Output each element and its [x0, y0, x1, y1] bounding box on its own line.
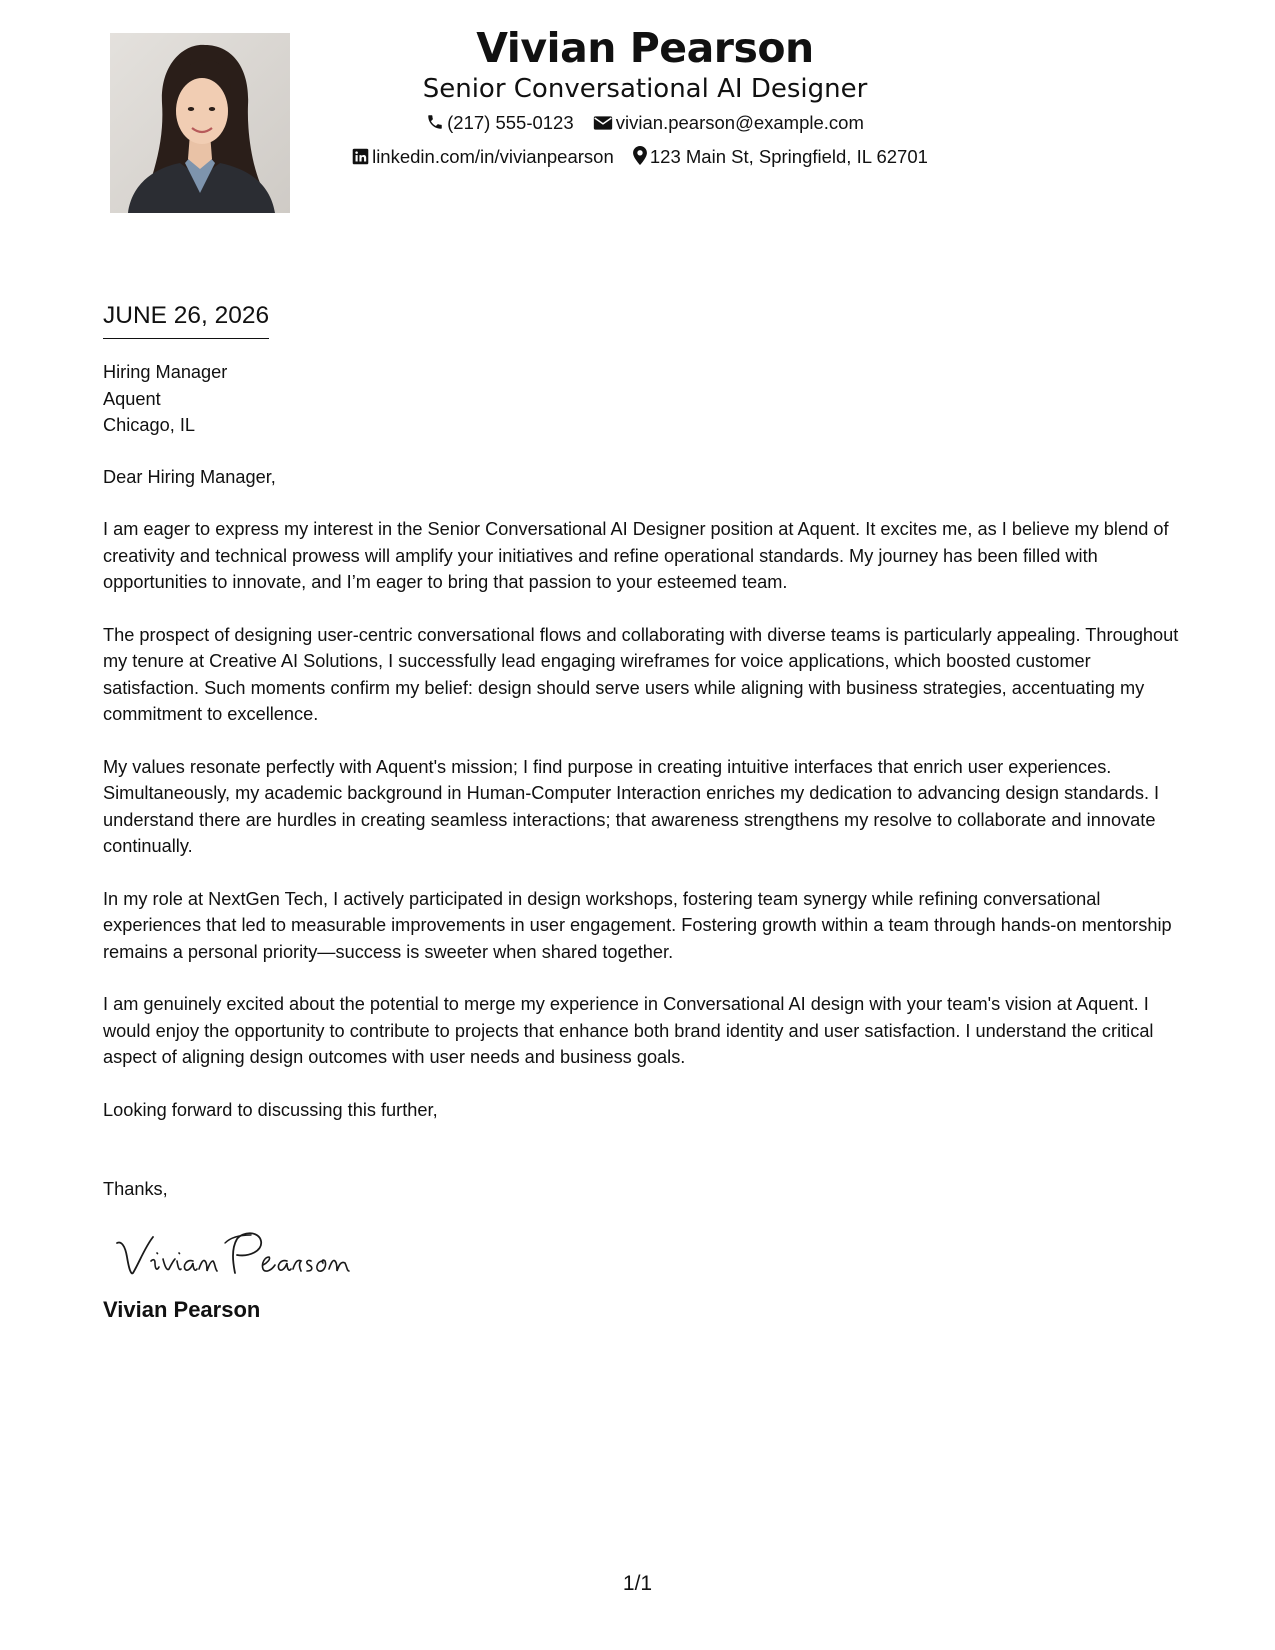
recipient-block: [103, 359, 1183, 439]
signoff: Thanks,: [103, 1179, 168, 1199]
closing-line: Looking forward to discussing this further,: [103, 1099, 438, 1120]
email-contact: [593, 112, 864, 136]
paragraph: I am genuinely excited about the potential to merge my experience in Conversational AI design with your team's vision at Aquent. I would enjoy the opportunity to contribute to projects that enhance both brand identity and user satisfaction. I understand the critical aspect of aligning design outcomes with user needs and business goals.: [103, 994, 1154, 1067]
letter-body: [103, 300, 1183, 1325]
header: [290, 22, 1000, 170]
job-title: Senior Conversational AI Designer: [422, 74, 868, 104]
recipient-name: Hiring Manager: [103, 362, 228, 382]
paragraph: My values resonate perfectly with Aquent's mission; I find purpose in creating intuitive interfaces that enrich user experiences. Simultaneously, my academic background in Human-Computer Interaction enriches my dedication to advancing design standards. I understand there are hurdles in creating seamless interactions; that awareness strengthens my resolve to collaborate and innovate continually.: [103, 756, 1160, 856]
address-contact: [633, 146, 928, 170]
phone-number: (217) 555-0123: [447, 112, 574, 133]
contact-line-1: [290, 112, 1000, 136]
profile-photo: [110, 33, 290, 213]
paragraph: I am eager to express my interest in the Senior Conversational AI Designer position at Aquent. It excites me, as I believe my blend of creativity and technical prowess will amplify your initiatives and refine operational standards. My journey has been filled with opportunities to innovate, and I’m eager to bring that passion to your esteemed team.: [103, 519, 1169, 592]
phone-icon: [426, 113, 444, 136]
contact-line-2: [280, 146, 1000, 170]
linkedin-url: linkedin.com/in/vivianpearson: [372, 146, 614, 167]
letter-date: JUNE 26, 2026: [103, 300, 269, 339]
signer-name: Vivian Pearson: [103, 1296, 261, 1322]
paragraph: The prospect of designing user-centric conversational flows and collaborating with diverse teams is particularly appealing. Throughout my tenure at Creative AI Solutions, I successfully lead engaging wireframes for voice applications, which boosted customer satisfaction. Such moments confirm my belief: design should serve users while aligning with business strategies, accentuating my commitment to excellence.: [103, 624, 1179, 724]
handwritten-signature: [111, 1223, 1183, 1293]
linkedin-icon: [352, 148, 369, 170]
street-address: 123 Main St, Springfield, IL 62701: [649, 146, 928, 167]
salutation: Dear Hiring Manager,: [103, 466, 276, 487]
phone-contact: [426, 112, 574, 136]
email-address: vivian.pearson@example.com: [615, 112, 864, 133]
paragraph: In my role at NextGen Tech, I actively participated in design workshops, fostering team synergy while refining conversational experiences that led to measurable improvements in user engagement. Fostering growth within a team through hands-on mentorship remains a personal priority—success is sweeter when shared together.: [103, 888, 1172, 962]
applicant-name: Vivian Pearson: [476, 24, 814, 72]
linkedin-contact: [352, 146, 614, 170]
recipient-location: Chicago, IL: [103, 415, 196, 435]
map-pin-icon: [633, 146, 647, 170]
page-indicator: 1/1: [622, 1572, 653, 1595]
envelope-icon: [593, 114, 613, 136]
recipient-company: Aquent: [103, 388, 161, 409]
